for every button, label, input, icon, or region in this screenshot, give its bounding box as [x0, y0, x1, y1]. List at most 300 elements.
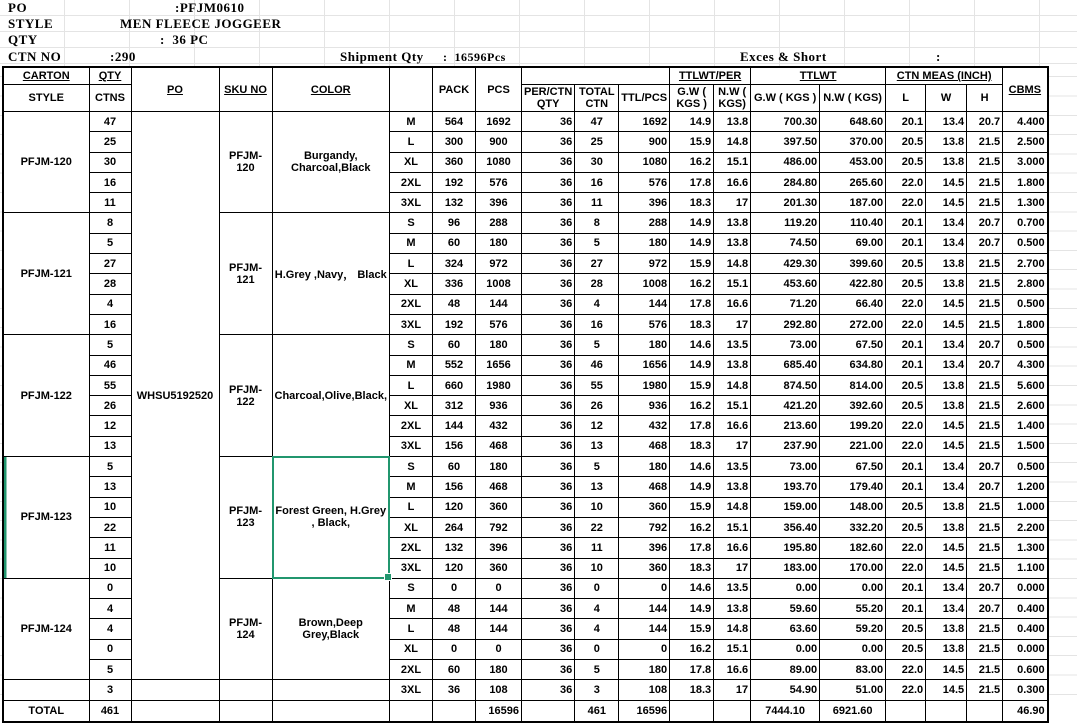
cell-pack[interactable]: 0	[433, 639, 476, 659]
cell-gw-per[interactable]: 18.3	[670, 558, 714, 578]
cell-size[interactable]: XL	[390, 396, 433, 416]
cell-nw-per[interactable]: 17	[714, 314, 751, 334]
cell-h[interactable]: 21.5	[967, 314, 1003, 334]
cell-pcs[interactable]: 0	[476, 639, 522, 659]
cell-h[interactable]: 20.7	[967, 599, 1003, 619]
cell-ctns[interactable]: 16	[89, 172, 131, 192]
cell-ttl-pcs[interactable]: 144	[619, 294, 670, 314]
total-per-empty[interactable]	[522, 700, 575, 722]
cell-l[interactable]: 22.0	[886, 294, 926, 314]
cell-per-ctn-qty[interactable]: 36	[522, 416, 575, 436]
cell-pack[interactable]: 48	[433, 619, 476, 639]
cell-pack[interactable]: 144	[433, 416, 476, 436]
cell-cbms[interactable]: 1.300	[1003, 193, 1048, 213]
cell-ctns[interactable]: 5	[89, 660, 131, 680]
cell-size[interactable]: S	[390, 578, 433, 598]
cell-h[interactable]: 21.5	[967, 619, 1003, 639]
cell-cbms[interactable]: 1.800	[1003, 314, 1048, 334]
cell-nw-ttl[interactable]: 51.00	[820, 680, 886, 700]
cell-pcs[interactable]: 576	[476, 172, 522, 192]
cell-h[interactable]: 21.5	[967, 639, 1003, 659]
cell-w[interactable]: 14.5	[926, 193, 967, 213]
header-blank[interactable]	[522, 67, 670, 85]
cell-pcs[interactable]: 180	[476, 233, 522, 253]
cell-ttl-pcs[interactable]: 432	[619, 416, 670, 436]
cell-w[interactable]: 14.5	[926, 538, 967, 558]
cell-cbms[interactable]: 2.600	[1003, 396, 1048, 416]
cell-gw-per[interactable]: 14.9	[670, 213, 714, 233]
cell-nw-per[interactable]: 14.8	[714, 619, 751, 639]
header-carton[interactable]: CARTON	[3, 67, 89, 85]
cell-l[interactable]: 20.1	[886, 213, 926, 233]
cell-pack[interactable]: 360	[433, 152, 476, 172]
cell-nw-per[interactable]: 14.8	[714, 375, 751, 395]
total-gw[interactable]: 7444.10	[751, 700, 820, 722]
cell-cbms[interactable]: 0.600	[1003, 660, 1048, 680]
cell-color[interactable]: Forest Green, H.Grey , Black,	[272, 457, 390, 579]
cell-l[interactable]: 20.5	[886, 132, 926, 152]
cell-nw-per[interactable]: 14.8	[714, 132, 751, 152]
cell-pack[interactable]: 0	[433, 578, 476, 598]
cell-size[interactable]: XL	[390, 274, 433, 294]
cell-nw-ttl[interactable]: 0.00	[820, 639, 886, 659]
cell-gw-per[interactable]: 15.9	[670, 375, 714, 395]
cell-total-ctn[interactable]: 10	[575, 558, 619, 578]
cell-nw-per[interactable]: 13.8	[714, 355, 751, 375]
cell-cbms[interactable]: 2.200	[1003, 517, 1048, 537]
cell-pack[interactable]: 48	[433, 599, 476, 619]
cell-cbms[interactable]: 0.000	[1003, 578, 1048, 598]
cell-color[interactable]: Charcoal,Olive,Black,	[272, 335, 390, 457]
cell-ttl-pcs[interactable]: 0	[619, 578, 670, 598]
cell-nw-ttl[interactable]: 634.80	[820, 355, 886, 375]
total-h-empty[interactable]	[967, 700, 1003, 722]
header-l[interactable]: L	[886, 85, 926, 112]
cell-w[interactable]: 13.4	[926, 335, 967, 355]
total-ttl-pcs[interactable]: 16596	[619, 700, 670, 722]
cell-pack[interactable]: 156	[433, 436, 476, 456]
cell-nw-ttl[interactable]: 83.00	[820, 660, 886, 680]
cell-ttl-pcs[interactable]: 144	[619, 619, 670, 639]
cell-gw-per[interactable]: 16.2	[670, 517, 714, 537]
cell-gw-per[interactable]: 15.9	[670, 497, 714, 517]
header-pack[interactable]: PACK	[433, 67, 476, 112]
cell-pack[interactable]: 564	[433, 112, 476, 132]
cell-size[interactable]: XL	[390, 517, 433, 537]
cell-pcs[interactable]: 468	[476, 436, 522, 456]
cell-pcs[interactable]: 972	[476, 254, 522, 274]
cell-ctns[interactable]: 11	[89, 538, 131, 558]
cell-l[interactable]: 20.5	[886, 619, 926, 639]
cell-gw-ttl[interactable]: 453.60	[751, 274, 820, 294]
cell-nw-ttl[interactable]: 814.00	[820, 375, 886, 395]
cell-w[interactable]: 14.5	[926, 294, 967, 314]
cell-per-ctn-qty[interactable]: 36	[522, 274, 575, 294]
cell-w[interactable]: 13.8	[926, 517, 967, 537]
cell-pcs[interactable]: 1692	[476, 112, 522, 132]
cell-gw-per[interactable]: 17.8	[670, 538, 714, 558]
cell-gw-per[interactable]: 15.9	[670, 619, 714, 639]
style-value[interactable]: MEN FLEECE JOGGEER	[120, 16, 282, 31]
cell-w[interactable]: 13.8	[926, 152, 967, 172]
cell-cbms[interactable]: 0.500	[1003, 294, 1048, 314]
cell-nw-per[interactable]: 13.8	[714, 233, 751, 253]
cell-total-ctn[interactable]: 22	[575, 517, 619, 537]
cell-nw-ttl[interactable]: 422.80	[820, 274, 886, 294]
cell-h[interactable]: 21.5	[967, 254, 1003, 274]
cell-w[interactable]: 13.4	[926, 355, 967, 375]
cell-l[interactable]: 20.5	[886, 396, 926, 416]
header-h[interactable]: H	[967, 85, 1003, 112]
total-l-empty[interactable]	[886, 700, 926, 722]
cell-gw-ttl[interactable]: 183.00	[751, 558, 820, 578]
total-color-empty[interactable]	[272, 700, 390, 722]
cell-nw-per[interactable]: 13.5	[714, 335, 751, 355]
cell-nw-ttl[interactable]: 179.40	[820, 477, 886, 497]
cell-nw-ttl[interactable]: 392.60	[820, 396, 886, 416]
cell-po-number[interactable]: WHSU5192520	[131, 112, 219, 680]
cell-ctns[interactable]: 26	[89, 396, 131, 416]
cell-cbms[interactable]: 0.500	[1003, 335, 1048, 355]
cell-pcs[interactable]: 360	[476, 558, 522, 578]
cell-ttl-pcs[interactable]: 972	[619, 254, 670, 274]
cell-gw-per[interactable]: 14.9	[670, 233, 714, 253]
cell-w[interactable]: 13.8	[926, 497, 967, 517]
cell-nw-ttl[interactable]: 187.00	[820, 193, 886, 213]
cell-pcs[interactable]: 0	[476, 578, 522, 598]
cell-w[interactable]: 13.8	[926, 274, 967, 294]
cell-gw-ttl[interactable]: 71.20	[751, 294, 820, 314]
qty-label[interactable]: QTY	[8, 32, 38, 47]
cell-per-ctn-qty[interactable]: 36	[522, 497, 575, 517]
cell-gw-per[interactable]: 17.8	[670, 660, 714, 680]
cell-total-ctn[interactable]: 5	[575, 335, 619, 355]
cell-h[interactable]: 21.5	[967, 172, 1003, 192]
cell-cbms[interactable]: 0.700	[1003, 213, 1048, 233]
cell-gw-ttl[interactable]: 429.30	[751, 254, 820, 274]
cell-gw-per[interactable]: 14.6	[670, 335, 714, 355]
cell-gw-ttl[interactable]: 54.90	[751, 680, 820, 700]
cell-nw-ttl[interactable]: 399.60	[820, 254, 886, 274]
total-size-empty[interactable]	[390, 700, 433, 722]
cell-h[interactable]: 21.5	[967, 274, 1003, 294]
cell-pcs[interactable]: 1980	[476, 375, 522, 395]
cell-size[interactable]: 2XL	[390, 416, 433, 436]
cell-size[interactable]: M	[390, 355, 433, 375]
cell-total-ctn[interactable]: 27	[575, 254, 619, 274]
cell-cbms[interactable]: 1.400	[1003, 416, 1048, 436]
cell-pack[interactable]: 264	[433, 517, 476, 537]
cell-w[interactable]: 13.4	[926, 599, 967, 619]
cell-per-ctn-qty[interactable]: 36	[522, 233, 575, 253]
cell-size[interactable]: M	[390, 112, 433, 132]
cell-total-ctn[interactable]: 5	[575, 233, 619, 253]
cell-nw-ttl[interactable]: 332.20	[820, 517, 886, 537]
cell-ctns[interactable]: 10	[89, 558, 131, 578]
cell-ctns[interactable]: 30	[89, 152, 131, 172]
cell-l[interactable]: 20.5	[886, 274, 926, 294]
cell-per-ctn-qty[interactable]: 36	[522, 172, 575, 192]
cell-pcs[interactable]: 1656	[476, 355, 522, 375]
cell-pack[interactable]: 336	[433, 274, 476, 294]
cell-style[interactable]: PFJM-121	[3, 213, 89, 335]
cell-pack[interactable]: 132	[433, 193, 476, 213]
cell-h[interactable]: 21.5	[967, 436, 1003, 456]
cell-gw-per[interactable]: 18.3	[670, 193, 714, 213]
cell-l[interactable]: 20.1	[886, 233, 926, 253]
cell-nw-ttl[interactable]: 110.40	[820, 213, 886, 233]
cell-ctns[interactable]: 4	[89, 619, 131, 639]
cell-nw-ttl[interactable]: 148.00	[820, 497, 886, 517]
cell-h[interactable]: 21.5	[967, 132, 1003, 152]
cell-ctns[interactable]: 13	[89, 436, 131, 456]
cell-h[interactable]: 21.5	[967, 517, 1003, 537]
header-size[interactable]	[390, 67, 433, 112]
po-label[interactable]: PO	[8, 0, 28, 15]
cell-total-ctn[interactable]: 16	[575, 172, 619, 192]
cell-nw-per[interactable]: 16.6	[714, 416, 751, 436]
cell-nw-ttl[interactable]: 370.00	[820, 132, 886, 152]
cell-ctns[interactable]: 46	[89, 355, 131, 375]
cell-gw-per[interactable]: 14.6	[670, 578, 714, 598]
cell-per-ctn-qty[interactable]: 36	[522, 517, 575, 537]
cell-w[interactable]: 13.4	[926, 213, 967, 233]
cell-per-ctn-qty[interactable]: 36	[522, 457, 575, 477]
cell-pcs[interactable]: 144	[476, 619, 522, 639]
cell-pack[interactable]: 60	[433, 233, 476, 253]
total-po-empty[interactable]	[131, 700, 219, 722]
cell-l[interactable]: 20.5	[886, 639, 926, 659]
cell-per-ctn-qty[interactable]: 36	[522, 355, 575, 375]
cell-per-ctn-qty[interactable]: 36	[522, 558, 575, 578]
cell-ctns[interactable]: 5	[89, 233, 131, 253]
cell-size[interactable]: 2XL	[390, 660, 433, 680]
ctn-no-label[interactable]: CTN NO	[8, 49, 62, 64]
cell-total-ctn[interactable]: 13	[575, 436, 619, 456]
cell-size[interactable]: M	[390, 599, 433, 619]
cell-pack[interactable]: 132	[433, 538, 476, 558]
cell-gw-ttl[interactable]: 119.20	[751, 213, 820, 233]
cell-style[interactable]: PFJM-120	[3, 112, 89, 213]
cell-pack[interactable]: 156	[433, 477, 476, 497]
cell-total-ctn[interactable]: 11	[575, 538, 619, 558]
total-nw[interactable]: 6921.60	[820, 700, 886, 722]
cell-style[interactable]: PFJM-123	[3, 457, 89, 579]
cell-h[interactable]: 20.7	[967, 213, 1003, 233]
cell-gw-per[interactable]: 16.2	[670, 396, 714, 416]
cell-nw-ttl[interactable]: 265.60	[820, 172, 886, 192]
header-ttlwt[interactable]: TTLWT	[751, 67, 886, 85]
cell-nw-per[interactable]: 15.1	[714, 639, 751, 659]
cell-l[interactable]: 22.0	[886, 558, 926, 578]
cell-color-empty[interactable]	[272, 680, 390, 700]
cell-style[interactable]: PFJM-122	[3, 335, 89, 457]
cell-pack[interactable]: 300	[433, 132, 476, 152]
cell-size[interactable]: 3XL	[390, 436, 433, 456]
cell-ctns[interactable]: 47	[89, 112, 131, 132]
cell-cbms[interactable]: 0.400	[1003, 599, 1048, 619]
cell-gw-ttl[interactable]: 201.30	[751, 193, 820, 213]
cell-pcs[interactable]: 1080	[476, 152, 522, 172]
cell-size[interactable]: L	[390, 497, 433, 517]
cell-per-ctn-qty[interactable]: 36	[522, 619, 575, 639]
cell-ctns[interactable]: 55	[89, 375, 131, 395]
header-qty[interactable]: QTY	[89, 67, 131, 85]
cell-per-ctn-qty[interactable]: 36	[522, 578, 575, 598]
cell-l[interactable]: 20.5	[886, 254, 926, 274]
cell-total-ctn[interactable]: 5	[575, 457, 619, 477]
cell-pcs[interactable]: 144	[476, 599, 522, 619]
cell-nw-per[interactable]: 16.6	[714, 172, 751, 192]
cell-h[interactable]: 21.5	[967, 558, 1003, 578]
cell-size[interactable]: 3XL	[390, 314, 433, 334]
header-ttl-pcs[interactable]: TTL/PCS	[619, 85, 670, 112]
cell-nw-ttl[interactable]: 182.60	[820, 538, 886, 558]
cell-nw-ttl[interactable]: 0.00	[820, 578, 886, 598]
cell-total-ctn[interactable]: 28	[575, 274, 619, 294]
cell-size[interactable]: 3XL	[390, 680, 433, 700]
cell-pcs[interactable]: 108	[476, 680, 522, 700]
cell-size[interactable]: XL	[390, 639, 433, 659]
cell-nw-per[interactable]: 16.6	[714, 660, 751, 680]
cell-cbms[interactable]: 0.000	[1003, 639, 1048, 659]
total-ctns[interactable]: 461	[89, 700, 131, 722]
cell-total-ctn[interactable]: 25	[575, 132, 619, 152]
cell-size[interactable]: 3XL	[390, 558, 433, 578]
cell-total-ctn[interactable]: 26	[575, 396, 619, 416]
header-nw-per[interactable]: N.W ( KGS)	[714, 85, 751, 112]
cell-size[interactable]: M	[390, 233, 433, 253]
cell-total-ctn[interactable]: 30	[575, 152, 619, 172]
cell-nw-per[interactable]: 15.1	[714, 274, 751, 294]
cell-l[interactable]: 20.1	[886, 335, 926, 355]
cell-w[interactable]: 13.4	[926, 233, 967, 253]
cell-gw-ttl[interactable]: 193.70	[751, 477, 820, 497]
cell-color[interactable]: H.Grey ,Navy， Black	[272, 213, 390, 335]
cell-h[interactable]: 21.5	[967, 375, 1003, 395]
cell-pack[interactable]: 48	[433, 294, 476, 314]
cell-l[interactable]: 20.5	[886, 517, 926, 537]
cell-per-ctn-qty[interactable]: 36	[522, 294, 575, 314]
cell-cbms[interactable]: 0.500	[1003, 233, 1048, 253]
header-sku-no[interactable]: SKU NO	[219, 67, 272, 112]
cell-l[interactable]: 20.5	[886, 497, 926, 517]
cell-l[interactable]: 20.1	[886, 355, 926, 375]
cell-cbms[interactable]: 2.500	[1003, 132, 1048, 152]
cell-pcs[interactable]: 936	[476, 396, 522, 416]
cell-cbms[interactable]: 4.400	[1003, 112, 1048, 132]
cell-nw-ttl[interactable]: 66.40	[820, 294, 886, 314]
cell-gw-ttl[interactable]: 237.90	[751, 436, 820, 456]
cell-l[interactable]: 22.0	[886, 538, 926, 558]
cell-ttl-pcs[interactable]: 108	[619, 680, 670, 700]
cell-nw-per[interactable]: 17	[714, 558, 751, 578]
cell-gw-ttl[interactable]: 292.80	[751, 314, 820, 334]
header-cbms[interactable]: CBMS	[1003, 67, 1048, 112]
header-style[interactable]: STYLE	[3, 85, 89, 112]
cell-gw-ttl[interactable]: 397.50	[751, 132, 820, 152]
cell-ctns[interactable]: 13	[89, 477, 131, 497]
cell-ttl-pcs[interactable]: 180	[619, 660, 670, 680]
cell-nw-per[interactable]: 17	[714, 436, 751, 456]
cell-ctns[interactable]: 0	[89, 639, 131, 659]
cell-gw-per[interactable]: 18.3	[670, 436, 714, 456]
cell-sku[interactable]: PFJM-121	[219, 213, 272, 335]
cell-pcs[interactable]: 180	[476, 457, 522, 477]
cell-per-ctn-qty[interactable]: 36	[522, 477, 575, 497]
cell-gw-per[interactable]: 16.2	[670, 152, 714, 172]
cell-total-ctn[interactable]: 0	[575, 639, 619, 659]
cell-l[interactable]: 22.0	[886, 193, 926, 213]
cell-ttl-pcs[interactable]: 792	[619, 517, 670, 537]
cell-l[interactable]: 20.1	[886, 477, 926, 497]
cell-gw-ttl[interactable]: 213.60	[751, 416, 820, 436]
cell-size[interactable]: S	[390, 213, 433, 233]
cell-size[interactable]: L	[390, 375, 433, 395]
cell-gw-ttl[interactable]: 0.00	[751, 639, 820, 659]
cell-h[interactable]: 20.7	[967, 457, 1003, 477]
cell-per-ctn-qty[interactable]: 36	[522, 599, 575, 619]
cell-total-ctn[interactable]: 5	[575, 660, 619, 680]
cell-nw-per[interactable]: 15.1	[714, 396, 751, 416]
cell-h[interactable]: 21.5	[967, 660, 1003, 680]
cell-ctns[interactable]: 4	[89, 294, 131, 314]
cell-color[interactable]: Brown,Deep Grey,Black	[272, 578, 390, 679]
cell-nw-per[interactable]: 13.8	[714, 112, 751, 132]
cell-nw-per[interactable]: 16.6	[714, 294, 751, 314]
cell-ctns[interactable]: 16	[89, 314, 131, 334]
cell-pcs[interactable]: 792	[476, 517, 522, 537]
cell-pack[interactable]: 60	[433, 457, 476, 477]
cell-ttl-pcs[interactable]: 180	[619, 457, 670, 477]
cell-nw-ttl[interactable]: 221.00	[820, 436, 886, 456]
cell-gw-ttl[interactable]: 486.00	[751, 152, 820, 172]
total-total-ctn[interactable]: 461	[575, 700, 619, 722]
cell-ttl-pcs[interactable]: 900	[619, 132, 670, 152]
cell-total-ctn[interactable]: 10	[575, 497, 619, 517]
cell-nw-per[interactable]: 17	[714, 680, 751, 700]
cell-pack[interactable]: 324	[433, 254, 476, 274]
cell-nw-ttl[interactable]: 55.20	[820, 599, 886, 619]
cell-size[interactable]: S	[390, 335, 433, 355]
cell-ttl-pcs[interactable]: 1692	[619, 112, 670, 132]
cell-l[interactable]: 20.1	[886, 578, 926, 598]
cell-pcs[interactable]: 180	[476, 335, 522, 355]
cell-size[interactable]: M	[390, 477, 433, 497]
cell-nw-ttl[interactable]: 69.00	[820, 233, 886, 253]
cell-pcs[interactable]: 432	[476, 416, 522, 436]
cell-gw-ttl[interactable]: 356.40	[751, 517, 820, 537]
cell-ctns[interactable]: 5	[89, 335, 131, 355]
cell-l[interactable]: 20.1	[886, 112, 926, 132]
cell-ttl-pcs[interactable]: 1008	[619, 274, 670, 294]
cell-size[interactable]: S	[390, 457, 433, 477]
cell-gw-ttl[interactable]: 74.50	[751, 233, 820, 253]
cell-pcs[interactable]: 396	[476, 538, 522, 558]
cell-gw-ttl[interactable]: 159.00	[751, 497, 820, 517]
cell-total-ctn[interactable]: 46	[575, 355, 619, 375]
cell-sku[interactable]: PFJM-124	[219, 578, 272, 679]
cell-gw-ttl[interactable]: 700.30	[751, 112, 820, 132]
header-ctn-meas[interactable]: CTN MEAS (INCH)	[886, 67, 1003, 85]
cell-ctns[interactable]: 11	[89, 193, 131, 213]
cell-ttl-pcs[interactable]: 1080	[619, 152, 670, 172]
header-color[interactable]: COLOR	[272, 67, 390, 112]
cell-w[interactable]: 13.8	[926, 639, 967, 659]
cell-sku[interactable]: PFJM-122	[219, 335, 272, 457]
cell-gw-ttl[interactable]: 874.50	[751, 375, 820, 395]
cell-per-ctn-qty[interactable]: 36	[522, 335, 575, 355]
